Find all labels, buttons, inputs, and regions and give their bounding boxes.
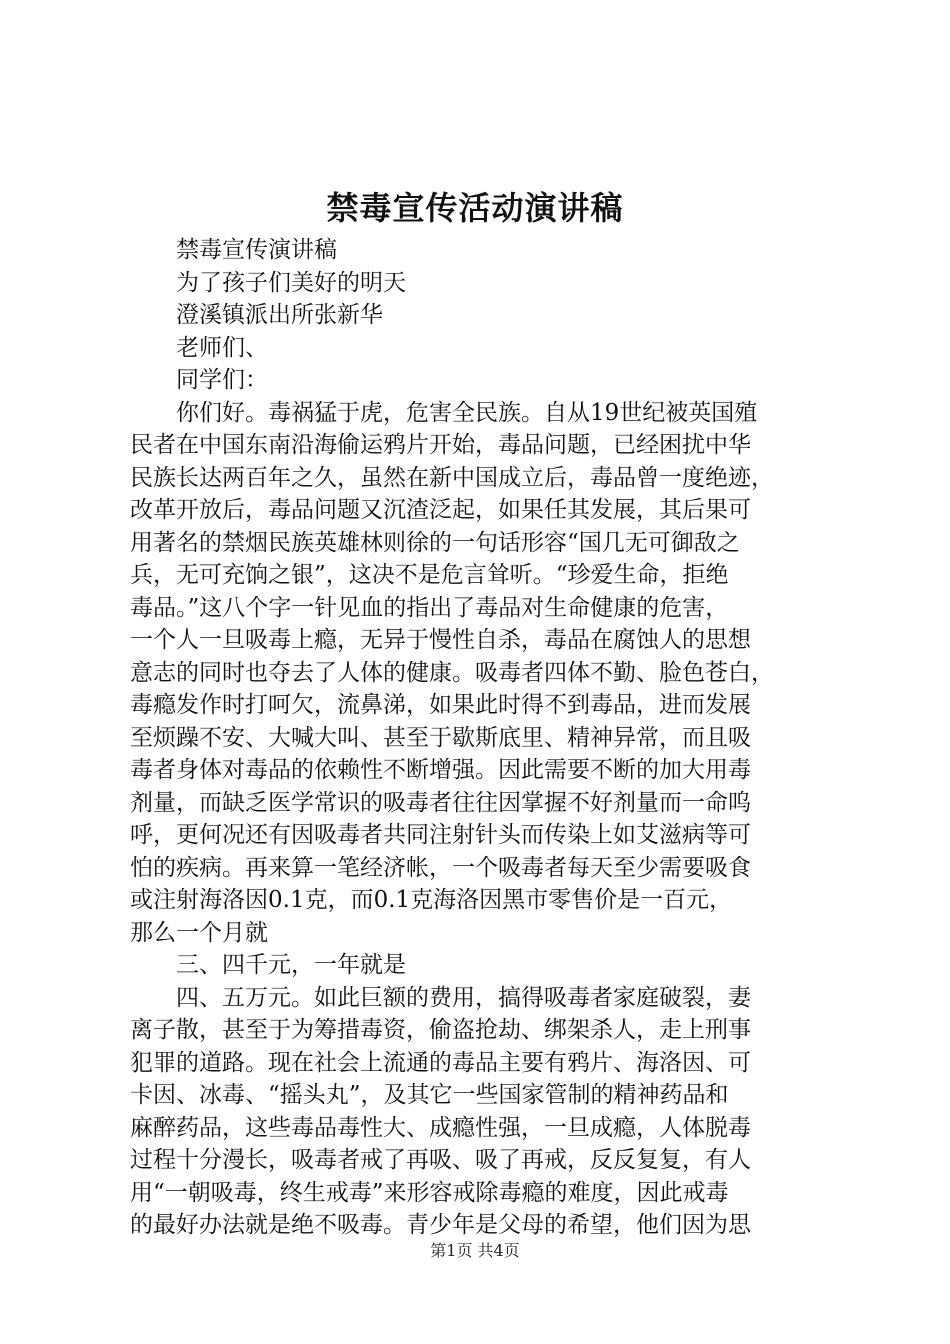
body-line: 澄溪镇派出所张新华: [176, 302, 383, 328]
body-line: 毒者身体对毒品的依赖性不断增强。因此需要不断的加大用毒: [130, 757, 751, 783]
body-line: 犯罪的道路。现在社会上流通的毒品主要有鸦片、海洛因、可: [130, 1049, 751, 1076]
body-line: 同学们：: [176, 367, 268, 393]
body-line: 毒品。”这八个字一针见血的指出了毒品对生命健康的危害，: [130, 594, 729, 621]
body-line: 那么一个月就: [130, 919, 268, 946]
body-line: 禁毒宣传演讲稿: [176, 237, 337, 263]
body-line: 用著名的禁烟民族英雄林则徐的一句话形容“国几无可御敌之: [130, 529, 740, 556]
page-footer: 第1页 共4页: [430, 1241, 520, 1260]
body-line: 怕的疾病。再来算一笔经济帐，一个吸毒者每天至少需要吸食: [130, 854, 751, 881]
document-title: 禁毒宣传活动演讲稿: [326, 189, 624, 227]
body-line: 过程十分漫长，吸毒者戒了再吸、吸了再戒，反反复复，有人: [130, 1147, 751, 1173]
body-line: 四、五万元。如此巨额的费用，搞得吸毒者家庭破裂，妻: [176, 984, 751, 1011]
body-line: 离子散，甚至于为筹措毒资，偷盗抢劫、绑架杀人，走上刑事: [130, 1017, 751, 1043]
document-body: [130, 234, 830, 1242]
body-line: 意志的同时也夺去了人体的健康。吸毒者四体不勤、脸色苍白，: [130, 659, 774, 686]
body-line: 老师们、: [176, 334, 268, 361]
body-line: 的最好办法就是绝不吸毒。青少年是父母的希望，他们因为思: [130, 1212, 751, 1238]
body-line: 至烦躁不安、大喊大叫、甚至于歇斯底里、精神异常，而且吸: [130, 724, 751, 751]
body-line: 一个人一旦吸毒上瘾，无异于慢性自杀，毒品在腐蚀人的思想: [130, 627, 751, 653]
body-line: 三、四千元，一年就是: [176, 952, 406, 978]
body-line: 剂量，而缺乏医学常识的吸毒者往往因掌握不好剂量而一命呜: [130, 789, 751, 816]
body-line: 或注射海洛因0.1克，而0.1克海洛因黑市零售价是一百元，: [130, 887, 733, 913]
body-line: 用“一朝吸毒，终生戒毒”来形容戒除毒瘾的难度，因此戒毒: [130, 1179, 729, 1206]
body-line: 你们好。毒祸猛于虎，危害全民族。自从19世纪被英国殖: [176, 399, 758, 426]
body-line: 兵，无可充饷之银”，这决不是危言耸听。“珍爱生命，拒绝: [130, 562, 729, 588]
body-line: 为了孩子们美好的明天: [176, 269, 406, 296]
body-line: 改革开放后，毒品问题又沉渣泛起，如果任其发展，其后果可: [130, 497, 751, 523]
body-line: 毒瘾发作时打呵欠，流鼻涕，如果此时得不到毒品，进而发展: [130, 692, 751, 718]
body-line: 卡因、冰毒、“摇头丸”，及其它一些国家管制的精神药品和: [130, 1082, 729, 1108]
body-line: 民者在中国东南沿海偷运鸦片开始，毒品问题，已经困扰中华: [130, 432, 751, 458]
body-line: 呼，更何况还有因吸毒者共同注射针头而传染上如艾滋病等可: [130, 822, 751, 848]
body-line: 麻醉药品，这些毒品毒性大、成瘾性强，一旦成瘾，人体脱毒: [130, 1114, 751, 1141]
body-line: 民族长达两百年之久，虽然在新中国成立后，毒品曾一度绝迹，: [130, 464, 774, 491]
